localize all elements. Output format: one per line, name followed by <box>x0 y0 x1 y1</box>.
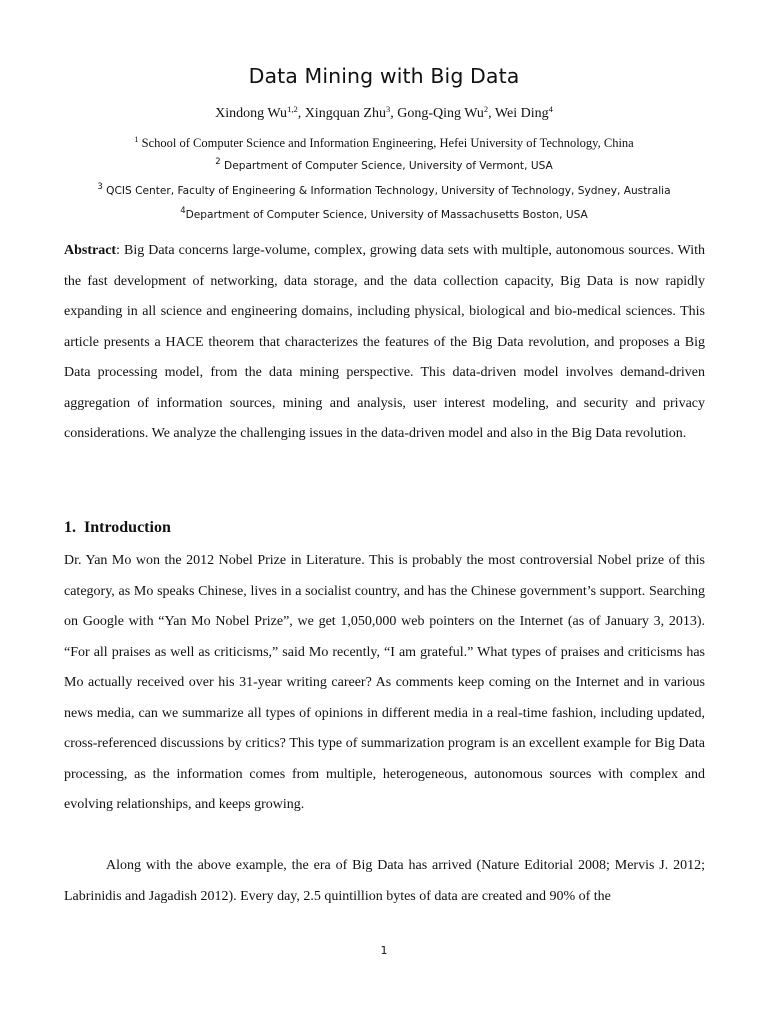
author-list <box>0 106 768 122</box>
affiliation-2 <box>0 157 768 172</box>
affiliation-text: Department of Computer Science, University of Vermont, USA <box>220 160 553 172</box>
section-title: Introduction <box>84 519 171 536</box>
affiliation-marker: 1 <box>134 134 139 144</box>
abstract-text: : Big Data concerns large-volume, complex, growing data sets with multiple, autonomous sources. With the fast development of networking, data storage, and the data collection capacity, Big Data is now rapidly expanding in all science and engineering domains, including physical, biological and bio-medical sciences. This article presents a HACE theorem that characterizes the features of the Big Data revolution, and proposes a Big Data processing model, from the data mining perspective. This data-driven model involves demand-driven aggregation of information sources, mining and analysis, user interest modeling, and security and privacy considerations. We analyze the challenging issues in the data-driven model and also in the Big Data revolution. <box>64 243 705 441</box>
affiliation-marker: 4 <box>180 206 186 216</box>
author-affiliation-marker: 3 <box>385 104 391 114</box>
affiliation-text: QCIS Center, Faculty of Engineering & Information Technology, University of Technology, Sydney, Australia <box>102 185 671 197</box>
section-heading <box>64 519 171 537</box>
affiliation-text: Department of Computer Science, University of Massachusetts Boston, USA <box>185 209 588 221</box>
section-number: 1. <box>64 519 76 536</box>
paper-title: Data Mining with Big Data <box>248 64 520 88</box>
page-number: 1 <box>380 944 388 957</box>
affiliation-1 <box>0 136 768 151</box>
affiliation-marker: 3 <box>97 182 103 192</box>
author-separator: , <box>488 106 495 121</box>
author-separator: , <box>390 106 398 121</box>
author-name: Xingquan Zhu <box>304 106 386 121</box>
body-paragraph: Along with the above example, the era of Big Data has arrived (Nature Editorial 2008; Mervis J. 2012; Labrinidis and Jagadish 2012). Every day, 2.5 quintillion bytes of data are created and 90% of the <box>64 858 705 904</box>
author-affiliation-marker: 2 <box>483 104 489 114</box>
affiliation-4 <box>0 206 768 221</box>
affiliation-text: School of Computer Science and Information Engineering, Hefei University of Technology, China <box>141 136 634 150</box>
abstract-label: Abstract <box>64 243 117 258</box>
author-name: Gong-Qing Wu <box>397 106 484 121</box>
author-name: Xindong Wu <box>215 106 288 121</box>
author-affiliation-marker: 1,2 <box>287 104 298 114</box>
body-paragraph: Dr. Yan Mo won the 2012 Nobel Prize in Literature. This is probably the most controversial Nobel prize of this category, as Mo speaks Chinese, lives in a socialist country, and has the Chinese government’s support. Searching on Google with “Yan Mo Nobel Prize”, we get 1,050,000 web pointers on the Internet (as of January 3, 2013). “For all praises as well as criticisms,” said Mo recently, “I am grateful.” What types of praises and criticisms has Mo actually received over his 31-year writing career? As comments keep coming on the Internet and in various news media, can we summarize all types of opinions in different media in a real-time fashion, including updated, cross-referenced discussions by critics? This type of summarization program is an excellent example for Big Data processing, as the information comes from multiple, heterogeneous, autonomous sources with complex and evolving relationships, and keeps growing. <box>64 553 705 812</box>
author-separator: , <box>297 106 305 121</box>
affiliation-marker: 2 <box>215 157 221 167</box>
author-affiliation-marker: 4 <box>548 104 553 114</box>
affiliation-3 <box>0 182 768 197</box>
author-name: Wei Ding <box>494 106 549 121</box>
abstract <box>64 236 705 450</box>
